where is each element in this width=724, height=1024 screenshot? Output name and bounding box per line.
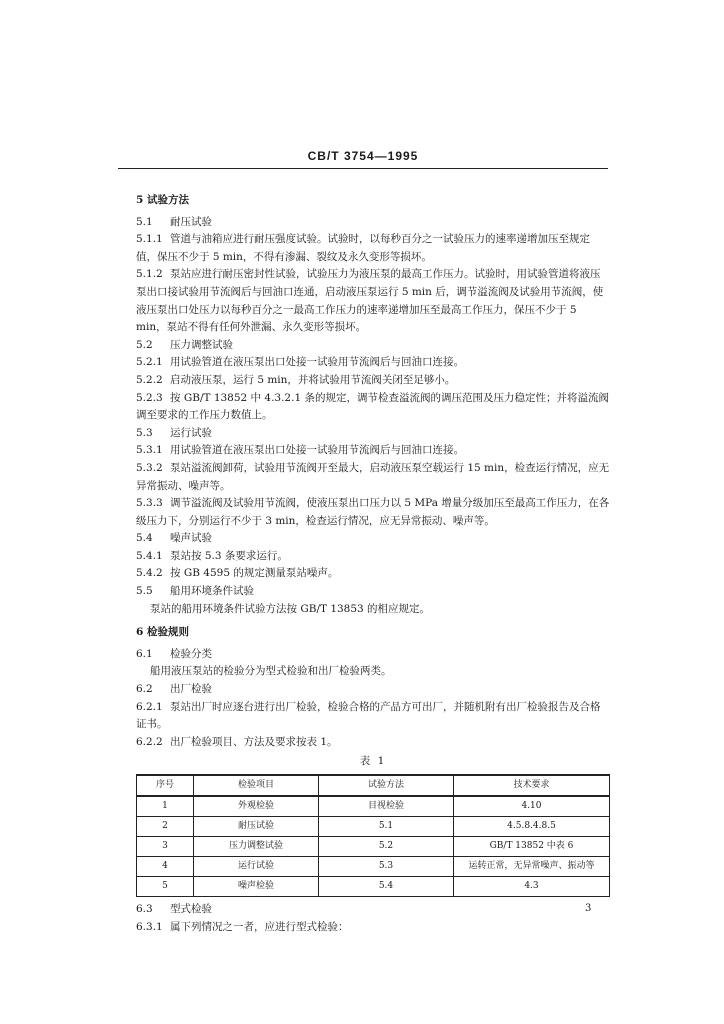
table-1-caption: 表 1 xyxy=(359,755,387,768)
section-5-3-2: 5.3.2 泵站溢流阀卸荷，试验用节流阀开至最大，启动液压泵空载运行 15 min，检查运行情况，应无异常振动、噪声等。 xyxy=(136,461,610,492)
col-header-requirement: 技术要求 xyxy=(454,775,610,796)
section-5-5-text: 泵站的船用环境条件试验方法按 GB/T 13853 的相应规定。 xyxy=(150,602,431,615)
section-5-5-heading: 5.5 船用环境条件试验 xyxy=(136,585,254,598)
table-1 xyxy=(136,774,610,897)
section-5-title: 5 试验方法 xyxy=(136,194,189,206)
table-row: 3 压力调整试验 5.2 GB/T 13852 中表 6 xyxy=(137,837,610,857)
section-6-title: 6 检验规则 xyxy=(136,626,189,639)
section-6-2-2: 6.2.2 出厂检验项目、方法及要求按表 1。 xyxy=(136,735,338,748)
table-header-row xyxy=(137,775,610,796)
col-header-item: 检验项目 xyxy=(194,775,319,796)
col-header-method: 试验方法 xyxy=(319,775,454,796)
section-5-4-2: 5.4.2 按 GB 4595 的规定测量泵站噪声。 xyxy=(136,567,339,580)
section-6-1-heading: 6.1 检验分类 xyxy=(136,647,212,660)
section-6-2-1: 6.2.1 泵站出厂时应逐台进行出厂检验，检验合格的产品方可出厂，并随机附有出厂检验报告及合格证书。 xyxy=(136,700,601,731)
section-6-3-1: 6.3.1 属下列情况之一者，应进行型式检验： xyxy=(136,920,349,933)
section-5-3-heading: 5.3 运行试验 xyxy=(136,426,212,439)
table-row: 5 噪声检验 5.4 4.3 xyxy=(137,877,610,897)
section-6-3-heading: 6.3 型式检验 xyxy=(136,903,212,915)
section-5-2-1: 5.2.1 用试验管道在液压泵出口处接一试验用节流阀后与回油口连接。 xyxy=(136,356,464,369)
table-row: 1 外观检验 目视检验 4.10 xyxy=(137,796,610,817)
section-5-4-1: 5.4.1 泵站按 5.3 条要求运行。 xyxy=(136,549,288,562)
section-5-3-1: 5.3.1 用试验管道在液压泵出口处接一试验用节流阀后与回油口连接。 xyxy=(136,444,464,457)
section-5-1-1: 5.1.1 管道与油箱应进行耐压强度试验。试验时，以每秒百分之一试验压力的速率递增加压至规定值，保压不少于 5 min，不得有渗漏、裂纹及永久变形等损坏。 xyxy=(136,233,590,263)
page-number: 3 xyxy=(585,903,592,914)
table-row: 4 运行试验 5.3 运转正常，无异常噪声、振动等 xyxy=(137,857,610,877)
col-header-index: 序号 xyxy=(137,775,194,796)
header-rule xyxy=(118,168,608,169)
section-5-1-2: 5.1.2 泵站应进行耐压密封性试验，试验压力为液压泵的最高工作压力。试验时，用试验管道将液压泵出口接试验用节流阀后与回油口连通，启动液压泵运行 5 min 后，调节溢流阀及试验用节流阀，使液压泵出口处压力以每秒百分之一最高工作压力的速率递增加压至最高工作压力，保压不少于 5 min，泵站不得有任何外泄漏、永久变形等损坏。 xyxy=(136,268,604,334)
document-body xyxy=(136,186,610,936)
section-6-1-text: 船用液压泵站的检验分为型式检验和出厂检验两类。 xyxy=(150,665,392,678)
section-5-2-heading: 5.2 压力调整试验 xyxy=(136,338,233,351)
section-5-1-heading: 5.1 耐压试验 xyxy=(136,215,212,228)
section-6-2-heading: 6.2 出厂检验 xyxy=(136,683,212,696)
section-5-4-heading: 5.4 噪声试验 xyxy=(136,532,212,545)
standard-code-header: CB/T 3754—1995 xyxy=(307,149,419,163)
section-5-3-3: 5.3.3 调节溢流阀及试验用节流阀，使液压泵出口压力以 5 MPa 增量分级加压至最高工作压力，在各级压力下，分别运行不少于 3 min，检查运行情况，应无异常振动、噪声等。 xyxy=(136,497,610,527)
section-5-2-2: 5.2.2 启动液压泵，运行 5 min，并将试验用节流阀关闭至足够小。 xyxy=(136,373,456,386)
table-row: 2 耐压试验 5.1 4.5.8.4.8.5 xyxy=(137,817,610,837)
section-5-2-3: 5.2.3 按 GB/T 13852 中 4.3.2.1 条的规定，调节检查溢流阀的调压范围及压力稳定性；并将溢流阀调至要求的工作压力数值上。 xyxy=(136,391,609,422)
